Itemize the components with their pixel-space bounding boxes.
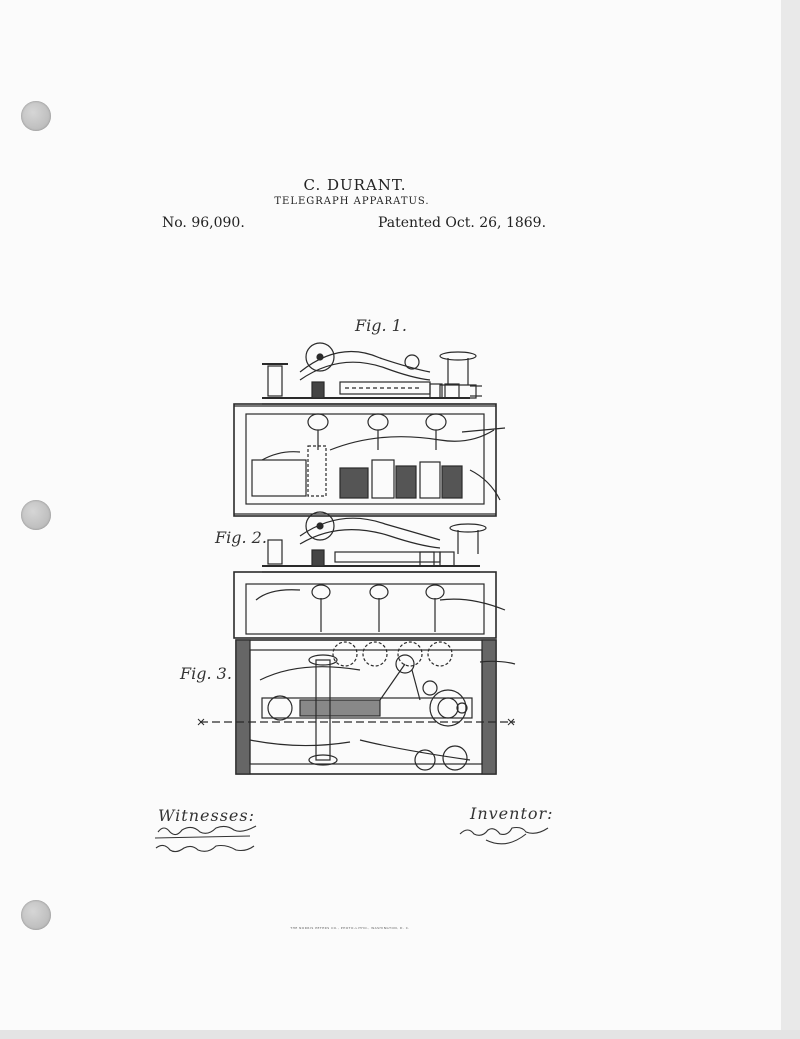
- patent-number: No. 96,090.: [162, 215, 245, 231]
- fig2-mechanism: [262, 512, 486, 572]
- fig2-box: [234, 572, 505, 638]
- witness-signature-2: [156, 845, 254, 851]
- patent-title: TELEGRAPH APPARATUS.: [274, 196, 430, 207]
- fig1-mechanism: [262, 343, 482, 404]
- inventor-name: C. DURANT.: [303, 176, 407, 194]
- fig1-label: Fig. 1.: [355, 316, 407, 335]
- fig2-label: Fig. 2.: [215, 528, 267, 547]
- inventor-signature: [460, 828, 548, 844]
- inventor-heading: Inventor:: [470, 804, 554, 823]
- printer-credit: THE NORRIS PETERS CO., PHOTO-LITHO., WASHINGTON, D. C.: [290, 926, 410, 930]
- patent-date: Patented Oct. 26, 1869.: [378, 215, 547, 231]
- witness-signature-1: [155, 826, 256, 838]
- fig3-label: Fig. 3.: [180, 664, 232, 683]
- signatures-art: [155, 826, 548, 852]
- fig3-plan: [200, 640, 515, 774]
- fig1-box: [234, 404, 505, 516]
- witnesses-heading: Witnesses:: [158, 806, 255, 825]
